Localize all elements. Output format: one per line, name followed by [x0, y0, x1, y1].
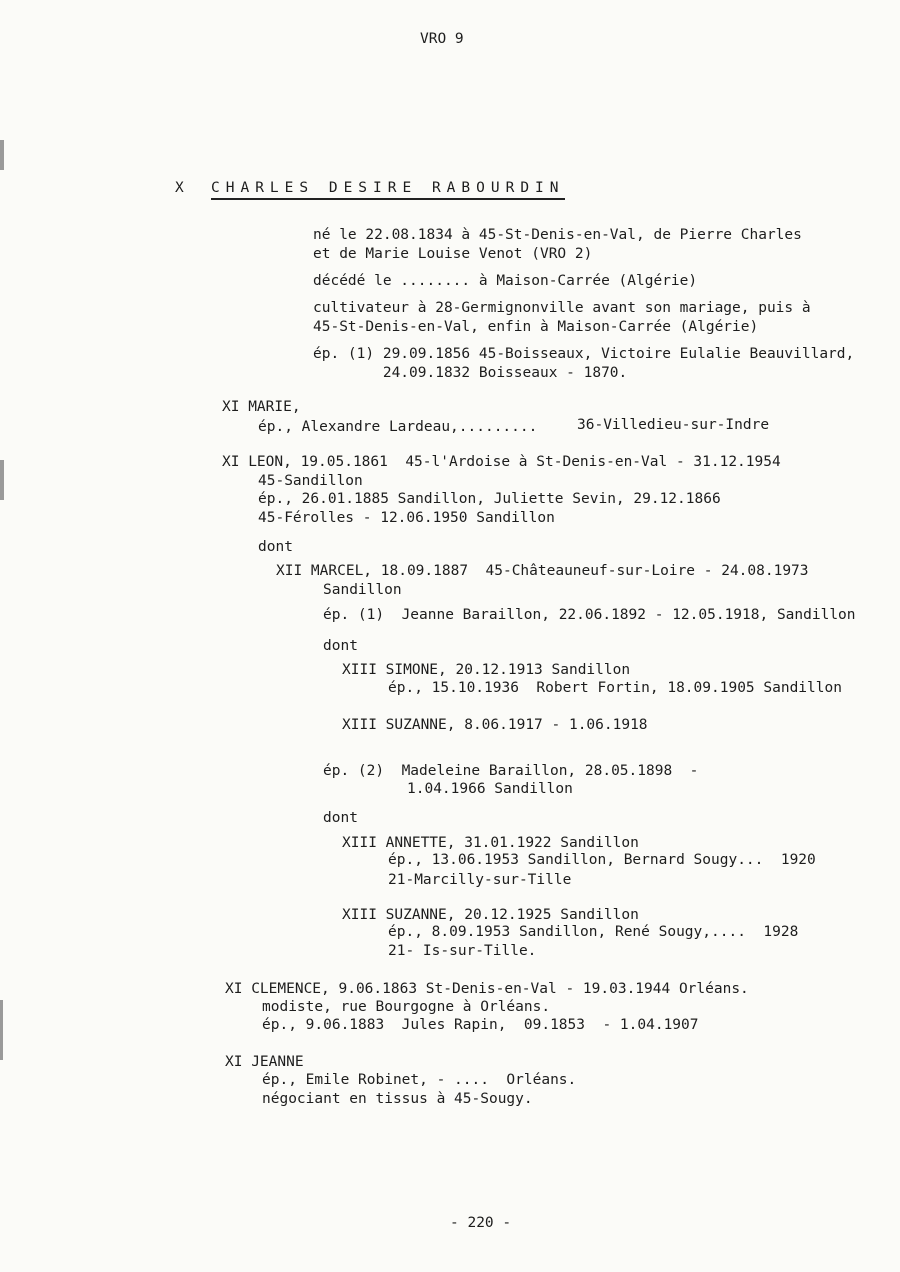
marriage-line: ép. (1) 29.09.1856 45-Boisseaux, Victoire Eulalie Beauvillard, — [313, 346, 855, 362]
child-leon-line: 45-Férolles - 12.06.1950 Sandillon — [258, 510, 555, 526]
child-leon-heading: XI LEON, 19.05.1861 45-l'Ardoise à St-Denis-en-Val - 31.12.1954 — [222, 454, 781, 470]
grandchild-marcel-heading: XII MARCEL, 18.09.1887 45-Châteauneuf-sur-Loire - 24.08.1973 — [276, 563, 809, 579]
marriage-line: 24.09.1832 Boisseaux - 1870. — [313, 365, 628, 381]
child-jeanne-marriage: ép., Emile Robinet, - .... Orléans. — [262, 1072, 577, 1088]
scan-edge-mark — [0, 1000, 3, 1060]
child-jeanne-occupation: négociant en tissus à 45-Sougy. — [262, 1091, 533, 1107]
child-marie-place: 36-Villedieu-sur-Indre — [577, 417, 770, 433]
occupation-line: cultivateur à 28-Germignonville avant son mariage, puis à — [313, 300, 811, 316]
child-marie-spouse: ép., Alexandre Lardeau,......... — [258, 419, 538, 435]
great-grandchild-suzanne-2-place: 21- Is-sur-Tille. — [388, 943, 537, 959]
great-grandchild-annette-place: 21-Marcilly-sur-Tille — [388, 872, 572, 888]
child-leon-line: 45-Sandillon — [258, 473, 363, 489]
child-marie-heading: XI MARIE, — [222, 399, 301, 415]
birth-line: né le 22.08.1834 à 45-St-Denis-en-Val, de Pierre Charles — [313, 227, 802, 243]
great-grandchild-annette: XIII ANNETTE, 31.01.1922 Sandillon — [342, 835, 639, 851]
child-leon-dont: dont — [258, 539, 293, 555]
child-clemence-marriage: ép., 9.06.1883 Jules Rapin, 09.1853 - 1.04.1907 — [262, 1017, 699, 1033]
child-leon-line: ép., 26.01.1885 Sandillon, Juliette Sevin, 29.12.1866 — [258, 491, 721, 507]
generation-number: X — [175, 180, 186, 196]
great-grandchild-suzanne-2: XIII SUZANNE, 20.12.1925 Sandillon — [342, 907, 639, 923]
grandchild-marcel-line: Sandillon — [323, 582, 402, 598]
page-number: - 220 - — [450, 1215, 512, 1231]
page-header-code: VRO 9 — [420, 31, 464, 47]
occupation-line: 45-St-Denis-en-Val, enfin à Maison-Carrée (Algérie) — [313, 319, 759, 335]
grandchild-marcel-marriage-2: 1.04.1966 Sandillon — [407, 781, 573, 797]
death-line: décédé le ........ à Maison-Carrée (Algérie) — [313, 273, 698, 289]
child-clemence-line: modiste, rue Bourgogne à Orléans. — [262, 999, 551, 1015]
great-grandchild-simone: XIII SIMONE, 20.12.1913 Sandillon — [342, 662, 631, 678]
grandchild-marcel-marriage-2: ép. (2) Madeleine Baraillon, 28.05.1898 - — [323, 763, 699, 779]
great-grandchild-suzanne: XIII SUZANNE, 8.06.1917 - 1.06.1918 — [342, 717, 648, 733]
grandchild-marcel-dont: dont — [323, 638, 358, 654]
grandchild-marcel-dont: dont — [323, 810, 358, 826]
grandchild-marcel-marriage: ép. (1) Jeanne Baraillon, 22.06.1892 - 12.05.1918, Sandillon — [323, 607, 856, 623]
great-grandchild-simone-marriage: ép., 15.10.1936 Robert Fortin, 18.09.1905 Sandillon — [388, 680, 842, 696]
parents-line: et de Marie Louise Venot (VRO 2) — [313, 246, 593, 262]
child-jeanne-heading: XI JEANNE — [225, 1054, 304, 1070]
child-clemence-heading: XI CLEMENCE, 9.06.1863 St-Denis-en-Val - 19.03.1944 Orléans. — [225, 981, 749, 997]
great-grandchild-suzanne-2-marriage: ép., 8.09.1953 Sandillon, René Sougy,.... 1928 — [388, 924, 799, 940]
scan-edge-mark — [0, 140, 4, 170]
person-name: CHARLES DESIRE RABOURDIN — [211, 180, 565, 200]
great-grandchild-annette-marriage: ép., 13.06.1953 Sandillon, Bernard Sougy... 1920 — [388, 852, 816, 868]
scan-edge-mark — [0, 460, 4, 500]
